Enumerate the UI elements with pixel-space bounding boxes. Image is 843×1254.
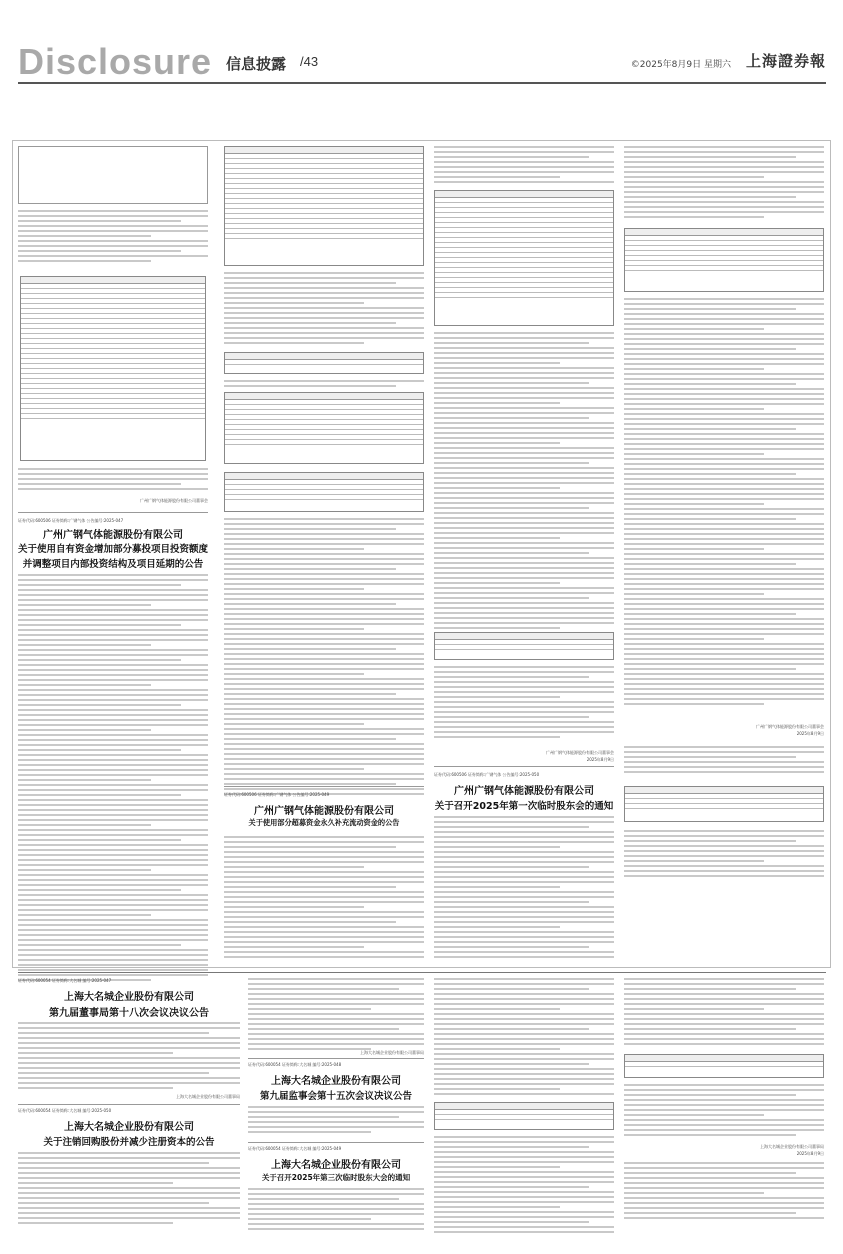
company-name: 广州广钢气体能源股份有限公司 (454, 786, 594, 797)
proxy-table (624, 786, 824, 822)
signature: 上海大名城企业股份有限公司董事局 (760, 1144, 824, 1149)
announcement-code: 证券代码:600054 证券简称:大名城 编号:2025-050 (18, 1108, 112, 1113)
announcement-code: 证券代码:600054 证券简称:大名城 编号:2025-047 (18, 978, 112, 983)
announcement-code: 证券代码:600506 证券简称:广钢气体 公告编号:2025-047 (18, 518, 124, 523)
issue-date: ©2025年8月9日 星期六 (630, 60, 731, 70)
approval-table (434, 632, 614, 660)
announcement-title: 关于注销回购股份并减少注册资本的公告 (43, 1137, 215, 1148)
company-name: 广州广钢气体能源股份有限公司 (43, 530, 183, 541)
investment-table (224, 146, 424, 266)
attendance-table (624, 1054, 824, 1078)
masthead (18, 41, 826, 82)
page-number: /43 (300, 54, 319, 69)
announcement-code: 证券代码:600054 证券简称:大名城 编号:2025-049 (248, 1146, 342, 1151)
upper-column-1 (18, 146, 208, 966)
masthead-rule (18, 82, 826, 84)
company-name: 上海大名城企业股份有限公司 (64, 992, 194, 1003)
announcement-title: 关于召开2025年第三次临时股东大会的通知 (261, 1173, 411, 1182)
company-name: 上海大名城企业股份有限公司 (271, 1160, 401, 1171)
lower-column-2 (248, 978, 424, 1238)
structure-table (224, 392, 424, 464)
announcement-title: 第九届监事会第十五次会议决议公告 (259, 1091, 412, 1102)
proposal-table (624, 228, 824, 292)
announcement-title-line2: 并调整项目内部投资结构及项目延期的公告 (22, 559, 204, 570)
announcement-code: 证券代码:600506 证券简称:广钢气体 公告编号:2025-050 (434, 772, 540, 777)
signature-date: 2025年8月9日 (796, 1151, 824, 1156)
company-name: 广州广钢气体能源股份有限公司 (254, 806, 394, 817)
signature: 上海大名城企业股份有限公司董事局 (360, 1050, 424, 1055)
signature: 广州广钢气体能源股份有限公司董事会 (140, 498, 208, 503)
adjust-table (224, 352, 424, 374)
company-name: 上海大名城企业股份有限公司 (271, 1076, 401, 1087)
proposal-table (434, 1102, 614, 1130)
lower-column-1 (18, 978, 240, 1238)
signature-date: 2025年8月9日 (586, 757, 614, 762)
fund-usage-table (434, 190, 614, 326)
signature: 上海大名城企业股份有限公司董事局 (176, 1094, 240, 1099)
signature-date: 2025年8月9日 (796, 731, 824, 736)
lower-column-3 (434, 978, 614, 1238)
project-table (20, 276, 206, 461)
section-divider (18, 972, 826, 973)
notice-table-small (18, 146, 208, 204)
company-name: 上海大名城企业股份有限公司 (64, 1122, 194, 1133)
section-title: 信息披露 (226, 55, 287, 73)
upper-column-4 (624, 146, 824, 966)
announcement-code: 证券代码:600506 证券简称:广钢气体 公告编号:2025-049 (224, 792, 330, 797)
upper-column-2 (224, 146, 424, 966)
announcement-title: 关于使用自有资金增加部分募投项目投资额度 (18, 544, 209, 555)
announcement-title: 第九届董事局第十八次会议决议公告 (49, 1008, 209, 1019)
text-block (18, 210, 208, 265)
signature: 广州广钢气体能源股份有限公司董事会 (546, 750, 614, 755)
newspaper-name: 上海證券報 (745, 52, 826, 70)
structure-table-2 (224, 472, 424, 512)
announcement-title: 关于召开2025年第一次临时股东会的通知 (434, 801, 614, 812)
brand-logo: Disclosure (18, 41, 213, 82)
lower-column-4 (624, 978, 824, 1238)
announcement-title: 关于使用部分超募资金永久补充流动资金的公告 (248, 818, 400, 827)
upper-column-3 (434, 146, 614, 966)
announcement-code: 证券代码:600054 证券简称:大名城 编号:2025-048 (248, 1062, 342, 1067)
signature: 广州广钢气体能源股份有限公司董事会 (756, 724, 824, 729)
